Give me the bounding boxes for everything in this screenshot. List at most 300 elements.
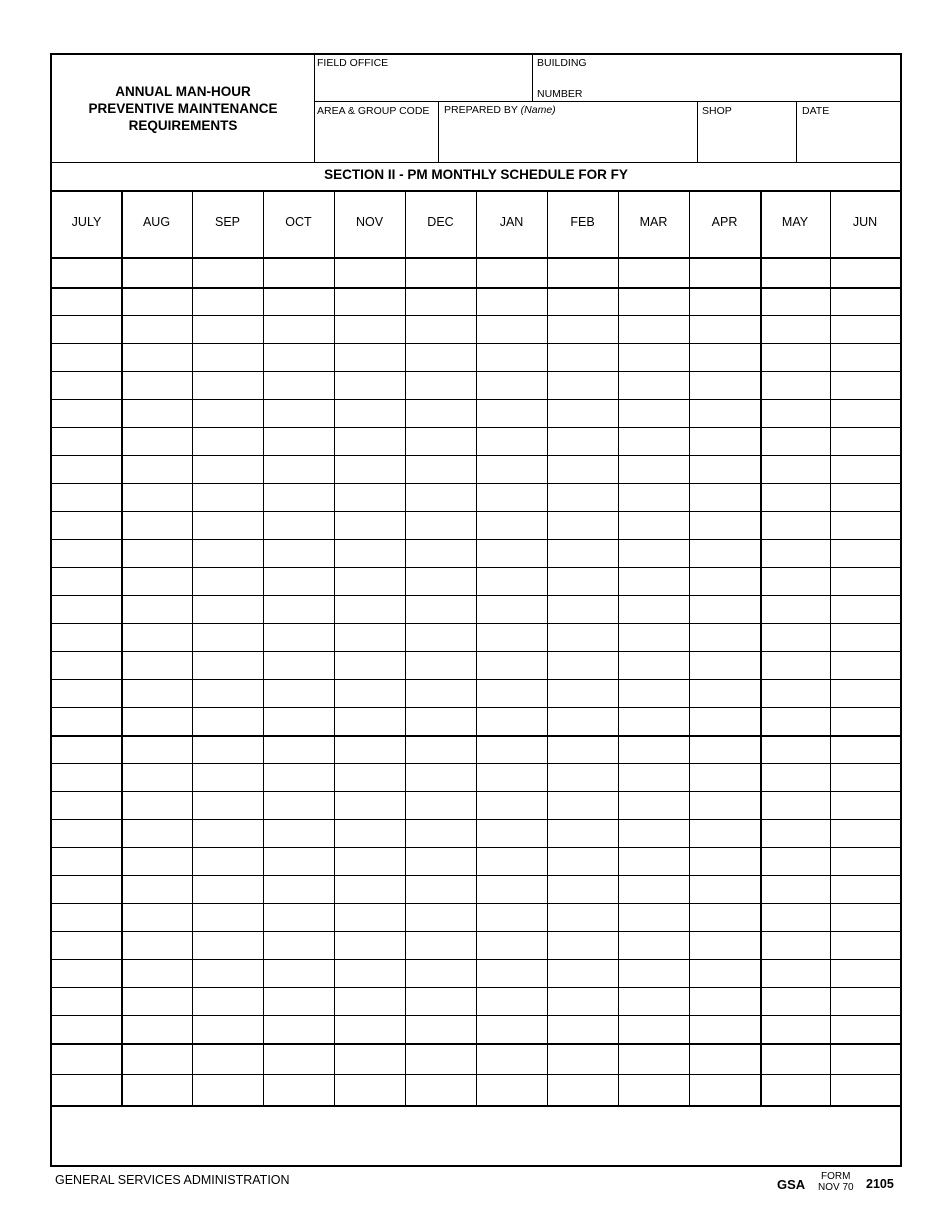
schedule-cell-aug[interactable]: [122, 344, 191, 370]
schedule-cell-mar[interactable]: [619, 848, 688, 874]
schedule-cell-feb[interactable]: [548, 708, 617, 734]
schedule-cell-sep[interactable]: [193, 792, 262, 818]
schedule-cell-nov[interactable]: [335, 764, 404, 790]
schedule-cell-apr[interactable]: [690, 288, 759, 314]
schedule-cell-sep[interactable]: [193, 848, 262, 874]
schedule-cell-nov[interactable]: [335, 596, 404, 622]
schedule-cell-nov[interactable]: [335, 512, 404, 538]
schedule-cell-feb[interactable]: [548, 596, 617, 622]
schedule-cell-aug[interactable]: [122, 932, 191, 958]
schedule-cell-dec[interactable]: [406, 792, 475, 818]
schedule-cell-feb[interactable]: [548, 288, 617, 314]
schedule-cell-oct[interactable]: [264, 624, 333, 650]
schedule-cell-aug[interactable]: [122, 484, 191, 510]
schedule-cell-may[interactable]: [761, 316, 829, 342]
schedule-cell-jun[interactable]: [831, 1075, 899, 1104]
schedule-cell-aug[interactable]: [122, 400, 191, 426]
schedule-cell-oct[interactable]: [264, 708, 333, 734]
schedule-cell-aug[interactable]: [122, 876, 191, 902]
schedule-cell-may[interactable]: [761, 400, 829, 426]
schedule-cell-sep[interactable]: [193, 820, 262, 846]
schedule-cell-jan[interactable]: [477, 344, 546, 370]
schedule-cell-july[interactable]: [53, 1044, 120, 1073]
schedule-cell-aug[interactable]: [122, 288, 191, 314]
schedule-cell-sep[interactable]: [193, 540, 262, 566]
schedule-cell-july[interactable]: [53, 258, 120, 286]
schedule-cell-feb[interactable]: [548, 904, 617, 930]
prepared-by-input[interactable]: [439, 119, 696, 161]
schedule-cell-jun[interactable]: [831, 1016, 899, 1042]
schedule-cell-july[interactable]: [53, 876, 120, 902]
schedule-cell-dec[interactable]: [406, 484, 475, 510]
schedule-cell-sep[interactable]: [193, 876, 262, 902]
schedule-cell-nov[interactable]: [335, 428, 404, 454]
schedule-cell-mar[interactable]: [619, 960, 688, 986]
schedule-cell-jan[interactable]: [477, 258, 546, 286]
schedule-cell-jun[interactable]: [831, 428, 899, 454]
schedule-cell-mar[interactable]: [619, 258, 688, 286]
schedule-cell-nov[interactable]: [335, 960, 404, 986]
schedule-cell-sep[interactable]: [193, 456, 262, 482]
schedule-cell-jun[interactable]: [831, 484, 899, 510]
schedule-cell-jan[interactable]: [477, 540, 546, 566]
schedule-cell-nov[interactable]: [335, 708, 404, 734]
schedule-cell-nov[interactable]: [335, 540, 404, 566]
schedule-cell-oct[interactable]: [264, 258, 333, 286]
schedule-cell-july[interactable]: [53, 932, 120, 958]
schedule-cell-apr[interactable]: [690, 258, 759, 286]
schedule-cell-oct[interactable]: [264, 372, 333, 398]
schedule-cell-july[interactable]: [53, 540, 120, 566]
schedule-cell-mar[interactable]: [619, 764, 688, 790]
schedule-cell-nov[interactable]: [335, 680, 404, 706]
schedule-cell-mar[interactable]: [619, 1016, 688, 1042]
schedule-cell-july[interactable]: [53, 792, 120, 818]
schedule-cell-nov[interactable]: [335, 820, 404, 846]
schedule-cell-aug[interactable]: [122, 596, 191, 622]
schedule-cell-oct[interactable]: [264, 960, 333, 986]
schedule-cell-mar[interactable]: [619, 484, 688, 510]
schedule-cell-feb[interactable]: [548, 258, 617, 286]
schedule-cell-may[interactable]: [761, 680, 829, 706]
schedule-cell-mar[interactable]: [619, 708, 688, 734]
schedule-cell-apr[interactable]: [690, 820, 759, 846]
schedule-cell-jun[interactable]: [831, 316, 899, 342]
schedule-cell-jan[interactable]: [477, 484, 546, 510]
building-number-input[interactable]: [533, 69, 899, 87]
schedule-cell-sep[interactable]: [193, 428, 262, 454]
schedule-cell-may[interactable]: [761, 484, 829, 510]
schedule-cell-dec[interactable]: [406, 708, 475, 734]
schedule-cell-may[interactable]: [761, 904, 829, 930]
schedule-cell-aug[interactable]: [122, 568, 191, 594]
schedule-cell-nov[interactable]: [335, 848, 404, 874]
schedule-cell-feb[interactable]: [548, 540, 617, 566]
schedule-cell-oct[interactable]: [264, 652, 333, 678]
schedule-cell-sep[interactable]: [193, 372, 262, 398]
schedule-cell-dec[interactable]: [406, 820, 475, 846]
schedule-cell-mar[interactable]: [619, 288, 688, 314]
schedule-cell-oct[interactable]: [264, 400, 333, 426]
schedule-cell-aug[interactable]: [122, 1075, 191, 1104]
schedule-cell-oct[interactable]: [264, 764, 333, 790]
schedule-cell-may[interactable]: [761, 344, 829, 370]
schedule-cell-july[interactable]: [53, 316, 120, 342]
schedule-cell-may[interactable]: [761, 876, 829, 902]
schedule-cell-july[interactable]: [53, 904, 120, 930]
schedule-cell-mar[interactable]: [619, 400, 688, 426]
schedule-cell-apr[interactable]: [690, 1016, 759, 1042]
schedule-cell-sep[interactable]: [193, 568, 262, 594]
schedule-cell-sep[interactable]: [193, 316, 262, 342]
schedule-cell-jan[interactable]: [477, 288, 546, 314]
schedule-cell-jun[interactable]: [831, 400, 899, 426]
schedule-cell-aug[interactable]: [122, 540, 191, 566]
schedule-cell-oct[interactable]: [264, 792, 333, 818]
schedule-cell-jun[interactable]: [831, 876, 899, 902]
schedule-cell-dec[interactable]: [406, 624, 475, 650]
schedule-cell-jan[interactable]: [477, 568, 546, 594]
schedule-cell-mar[interactable]: [619, 736, 688, 762]
schedule-cell-feb[interactable]: [548, 764, 617, 790]
schedule-cell-may[interactable]: [761, 258, 829, 286]
schedule-cell-nov[interactable]: [335, 316, 404, 342]
schedule-cell-july[interactable]: [53, 596, 120, 622]
schedule-cell-mar[interactable]: [619, 680, 688, 706]
schedule-cell-mar[interactable]: [619, 652, 688, 678]
schedule-cell-feb[interactable]: [548, 820, 617, 846]
schedule-cell-oct[interactable]: [264, 932, 333, 958]
schedule-cell-nov[interactable]: [335, 876, 404, 902]
schedule-cell-apr[interactable]: [690, 652, 759, 678]
schedule-cell-sep[interactable]: [193, 708, 262, 734]
schedule-cell-may[interactable]: [761, 848, 829, 874]
shop-input[interactable]: [698, 119, 795, 161]
schedule-cell-mar[interactable]: [619, 624, 688, 650]
schedule-cell-july[interactable]: [53, 736, 120, 762]
schedule-cell-apr[interactable]: [690, 708, 759, 734]
schedule-cell-jan[interactable]: [477, 792, 546, 818]
schedule-cell-nov[interactable]: [335, 344, 404, 370]
schedule-cell-mar[interactable]: [619, 988, 688, 1014]
schedule-cell-jan[interactable]: [477, 456, 546, 482]
schedule-cell-nov[interactable]: [335, 792, 404, 818]
schedule-cell-may[interactable]: [761, 456, 829, 482]
schedule-cell-jun[interactable]: [831, 288, 899, 314]
schedule-cell-feb[interactable]: [548, 1075, 617, 1104]
schedule-cell-nov[interactable]: [335, 568, 404, 594]
schedule-cell-feb[interactable]: [548, 960, 617, 986]
schedule-cell-dec[interactable]: [406, 960, 475, 986]
schedule-cell-oct[interactable]: [264, 456, 333, 482]
schedule-cell-feb[interactable]: [548, 456, 617, 482]
schedule-cell-may[interactable]: [761, 568, 829, 594]
schedule-cell-may[interactable]: [761, 820, 829, 846]
schedule-cell-mar[interactable]: [619, 372, 688, 398]
schedule-cell-aug[interactable]: [122, 512, 191, 538]
schedule-cell-dec[interactable]: [406, 876, 475, 902]
schedule-cell-nov[interactable]: [335, 288, 404, 314]
schedule-cell-sep[interactable]: [193, 736, 262, 762]
schedule-cell-july[interactable]: [53, 1075, 120, 1104]
schedule-cell-dec[interactable]: [406, 680, 475, 706]
schedule-cell-jun[interactable]: [831, 568, 899, 594]
schedule-cell-july[interactable]: [53, 428, 120, 454]
schedule-cell-aug[interactable]: [122, 372, 191, 398]
schedule-cell-feb[interactable]: [548, 1044, 617, 1073]
schedule-cell-apr[interactable]: [690, 428, 759, 454]
schedule-cell-may[interactable]: [761, 932, 829, 958]
schedule-cell-jan[interactable]: [477, 1044, 546, 1073]
schedule-cell-jun[interactable]: [831, 736, 899, 762]
schedule-cell-may[interactable]: [761, 988, 829, 1014]
schedule-cell-july[interactable]: [53, 820, 120, 846]
schedule-cell-apr[interactable]: [690, 596, 759, 622]
schedule-cell-oct[interactable]: [264, 540, 333, 566]
schedule-cell-mar[interactable]: [619, 344, 688, 370]
schedule-cell-july[interactable]: [53, 708, 120, 734]
schedule-cell-oct[interactable]: [264, 428, 333, 454]
schedule-cell-jun[interactable]: [831, 456, 899, 482]
schedule-cell-aug[interactable]: [122, 736, 191, 762]
schedule-cell-may[interactable]: [761, 708, 829, 734]
schedule-cell-nov[interactable]: [335, 624, 404, 650]
schedule-cell-dec[interactable]: [406, 568, 475, 594]
schedule-cell-apr[interactable]: [690, 400, 759, 426]
schedule-cell-mar[interactable]: [619, 568, 688, 594]
schedule-cell-jan[interactable]: [477, 932, 546, 958]
schedule-cell-may[interactable]: [761, 1016, 829, 1042]
schedule-cell-jan[interactable]: [477, 596, 546, 622]
schedule-cell-feb[interactable]: [548, 344, 617, 370]
schedule-cell-feb[interactable]: [548, 400, 617, 426]
schedule-cell-jan[interactable]: [477, 652, 546, 678]
schedule-cell-aug[interactable]: [122, 792, 191, 818]
schedule-cell-apr[interactable]: [690, 904, 759, 930]
schedule-cell-oct[interactable]: [264, 876, 333, 902]
schedule-cell-sep[interactable]: [193, 960, 262, 986]
schedule-cell-jun[interactable]: [831, 372, 899, 398]
schedule-cell-nov[interactable]: [335, 1044, 404, 1073]
schedule-cell-may[interactable]: [761, 512, 829, 538]
schedule-cell-jun[interactable]: [831, 848, 899, 874]
schedule-cell-dec[interactable]: [406, 932, 475, 958]
schedule-cell-jun[interactable]: [831, 764, 899, 790]
schedule-cell-may[interactable]: [761, 624, 829, 650]
schedule-cell-sep[interactable]: [193, 258, 262, 286]
schedule-cell-may[interactable]: [761, 428, 829, 454]
schedule-cell-apr[interactable]: [690, 1075, 759, 1104]
schedule-cell-feb[interactable]: [548, 372, 617, 398]
schedule-cell-aug[interactable]: [122, 624, 191, 650]
schedule-cell-feb[interactable]: [548, 316, 617, 342]
schedule-cell-july[interactable]: [53, 988, 120, 1014]
schedule-cell-apr[interactable]: [690, 512, 759, 538]
schedule-cell-oct[interactable]: [264, 1016, 333, 1042]
schedule-cell-nov[interactable]: [335, 456, 404, 482]
schedule-cell-dec[interactable]: [406, 512, 475, 538]
schedule-cell-dec[interactable]: [406, 652, 475, 678]
schedule-cell-july[interactable]: [53, 512, 120, 538]
schedule-cell-feb[interactable]: [548, 792, 617, 818]
schedule-cell-nov[interactable]: [335, 484, 404, 510]
schedule-cell-oct[interactable]: [264, 988, 333, 1014]
schedule-cell-sep[interactable]: [193, 288, 262, 314]
schedule-cell-jun[interactable]: [831, 680, 899, 706]
schedule-cell-may[interactable]: [761, 652, 829, 678]
schedule-cell-may[interactable]: [761, 764, 829, 790]
schedule-cell-jun[interactable]: [831, 820, 899, 846]
schedule-cell-aug[interactable]: [122, 708, 191, 734]
schedule-cell-oct[interactable]: [264, 1075, 333, 1104]
schedule-cell-jan[interactable]: [477, 400, 546, 426]
schedule-cell-nov[interactable]: [335, 258, 404, 286]
schedule-cell-apr[interactable]: [690, 540, 759, 566]
schedule-cell-jan[interactable]: [477, 316, 546, 342]
schedule-cell-dec[interactable]: [406, 848, 475, 874]
schedule-cell-sep[interactable]: [193, 484, 262, 510]
schedule-cell-dec[interactable]: [406, 316, 475, 342]
schedule-cell-mar[interactable]: [619, 1075, 688, 1104]
schedule-cell-jan[interactable]: [477, 708, 546, 734]
schedule-cell-aug[interactable]: [122, 1044, 191, 1073]
schedule-cell-jun[interactable]: [831, 960, 899, 986]
schedule-cell-feb[interactable]: [548, 624, 617, 650]
schedule-cell-nov[interactable]: [335, 932, 404, 958]
remarks-area[interactable]: [53, 1107, 899, 1165]
schedule-cell-may[interactable]: [761, 960, 829, 986]
schedule-cell-sep[interactable]: [193, 680, 262, 706]
schedule-cell-sep[interactable]: [193, 904, 262, 930]
schedule-cell-feb[interactable]: [548, 568, 617, 594]
schedule-cell-nov[interactable]: [335, 652, 404, 678]
schedule-cell-apr[interactable]: [690, 1044, 759, 1073]
schedule-cell-jun[interactable]: [831, 540, 899, 566]
schedule-cell-oct[interactable]: [264, 1044, 333, 1073]
schedule-cell-apr[interactable]: [690, 344, 759, 370]
schedule-cell-may[interactable]: [761, 736, 829, 762]
schedule-cell-feb[interactable]: [548, 932, 617, 958]
schedule-cell-oct[interactable]: [264, 848, 333, 874]
schedule-cell-jun[interactable]: [831, 344, 899, 370]
schedule-cell-jan[interactable]: [477, 1075, 546, 1104]
schedule-cell-oct[interactable]: [264, 316, 333, 342]
schedule-cell-july[interactable]: [53, 344, 120, 370]
schedule-cell-mar[interactable]: [619, 1044, 688, 1073]
schedule-cell-feb[interactable]: [548, 736, 617, 762]
schedule-cell-mar[interactable]: [619, 596, 688, 622]
schedule-cell-jun[interactable]: [831, 708, 899, 734]
schedule-cell-aug[interactable]: [122, 1016, 191, 1042]
schedule-cell-dec[interactable]: [406, 988, 475, 1014]
schedule-cell-mar[interactable]: [619, 820, 688, 846]
schedule-cell-jan[interactable]: [477, 876, 546, 902]
date-input[interactable]: [797, 119, 899, 161]
schedule-cell-apr[interactable]: [690, 848, 759, 874]
schedule-cell-jan[interactable]: [477, 428, 546, 454]
schedule-cell-mar[interactable]: [619, 876, 688, 902]
schedule-cell-apr[interactable]: [690, 736, 759, 762]
schedule-cell-aug[interactable]: [122, 904, 191, 930]
schedule-cell-oct[interactable]: [264, 288, 333, 314]
schedule-cell-sep[interactable]: [193, 652, 262, 678]
schedule-cell-jan[interactable]: [477, 1016, 546, 1042]
schedule-cell-aug[interactable]: [122, 764, 191, 790]
schedule-cell-dec[interactable]: [406, 400, 475, 426]
schedule-cell-mar[interactable]: [619, 932, 688, 958]
schedule-cell-aug[interactable]: [122, 428, 191, 454]
schedule-cell-dec[interactable]: [406, 428, 475, 454]
schedule-cell-feb[interactable]: [548, 876, 617, 902]
schedule-cell-jan[interactable]: [477, 680, 546, 706]
schedule-cell-sep[interactable]: [193, 764, 262, 790]
schedule-cell-mar[interactable]: [619, 540, 688, 566]
schedule-cell-jan[interactable]: [477, 624, 546, 650]
schedule-cell-mar[interactable]: [619, 792, 688, 818]
schedule-cell-feb[interactable]: [548, 988, 617, 1014]
schedule-cell-jan[interactable]: [477, 512, 546, 538]
schedule-cell-july[interactable]: [53, 372, 120, 398]
schedule-cell-sep[interactable]: [193, 512, 262, 538]
schedule-cell-july[interactable]: [53, 288, 120, 314]
schedule-cell-aug[interactable]: [122, 316, 191, 342]
schedule-cell-feb[interactable]: [548, 680, 617, 706]
schedule-cell-july[interactable]: [53, 960, 120, 986]
schedule-cell-sep[interactable]: [193, 344, 262, 370]
schedule-cell-oct[interactable]: [264, 736, 333, 762]
schedule-cell-dec[interactable]: [406, 1044, 475, 1073]
schedule-cell-mar[interactable]: [619, 456, 688, 482]
schedule-cell-feb[interactable]: [548, 848, 617, 874]
schedule-cell-jun[interactable]: [831, 596, 899, 622]
schedule-cell-oct[interactable]: [264, 512, 333, 538]
schedule-cell-sep[interactable]: [193, 624, 262, 650]
schedule-cell-aug[interactable]: [122, 652, 191, 678]
schedule-cell-jun[interactable]: [831, 1044, 899, 1073]
schedule-cell-feb[interactable]: [548, 484, 617, 510]
schedule-cell-oct[interactable]: [264, 568, 333, 594]
schedule-cell-july[interactable]: [53, 456, 120, 482]
schedule-cell-july[interactable]: [53, 764, 120, 790]
schedule-cell-july[interactable]: [53, 652, 120, 678]
schedule-cell-jan[interactable]: [477, 820, 546, 846]
schedule-cell-oct[interactable]: [264, 344, 333, 370]
schedule-cell-jan[interactable]: [477, 988, 546, 1014]
schedule-cell-dec[interactable]: [406, 456, 475, 482]
schedule-cell-july[interactable]: [53, 400, 120, 426]
schedule-cell-sep[interactable]: [193, 1075, 262, 1104]
schedule-cell-jan[interactable]: [477, 736, 546, 762]
schedule-cell-apr[interactable]: [690, 876, 759, 902]
schedule-cell-may[interactable]: [761, 540, 829, 566]
schedule-cell-jun[interactable]: [831, 624, 899, 650]
schedule-cell-aug[interactable]: [122, 258, 191, 286]
schedule-cell-aug[interactable]: [122, 820, 191, 846]
schedule-cell-nov[interactable]: [335, 1075, 404, 1104]
schedule-cell-jun[interactable]: [831, 258, 899, 286]
schedule-cell-nov[interactable]: [335, 372, 404, 398]
schedule-cell-dec[interactable]: [406, 764, 475, 790]
field-office-input[interactable]: [315, 69, 531, 100]
schedule-cell-may[interactable]: [761, 372, 829, 398]
schedule-cell-apr[interactable]: [690, 316, 759, 342]
schedule-cell-sep[interactable]: [193, 988, 262, 1014]
schedule-cell-may[interactable]: [761, 1044, 829, 1073]
schedule-cell-nov[interactable]: [335, 1016, 404, 1042]
schedule-cell-sep[interactable]: [193, 596, 262, 622]
schedule-cell-dec[interactable]: [406, 904, 475, 930]
schedule-cell-dec[interactable]: [406, 540, 475, 566]
